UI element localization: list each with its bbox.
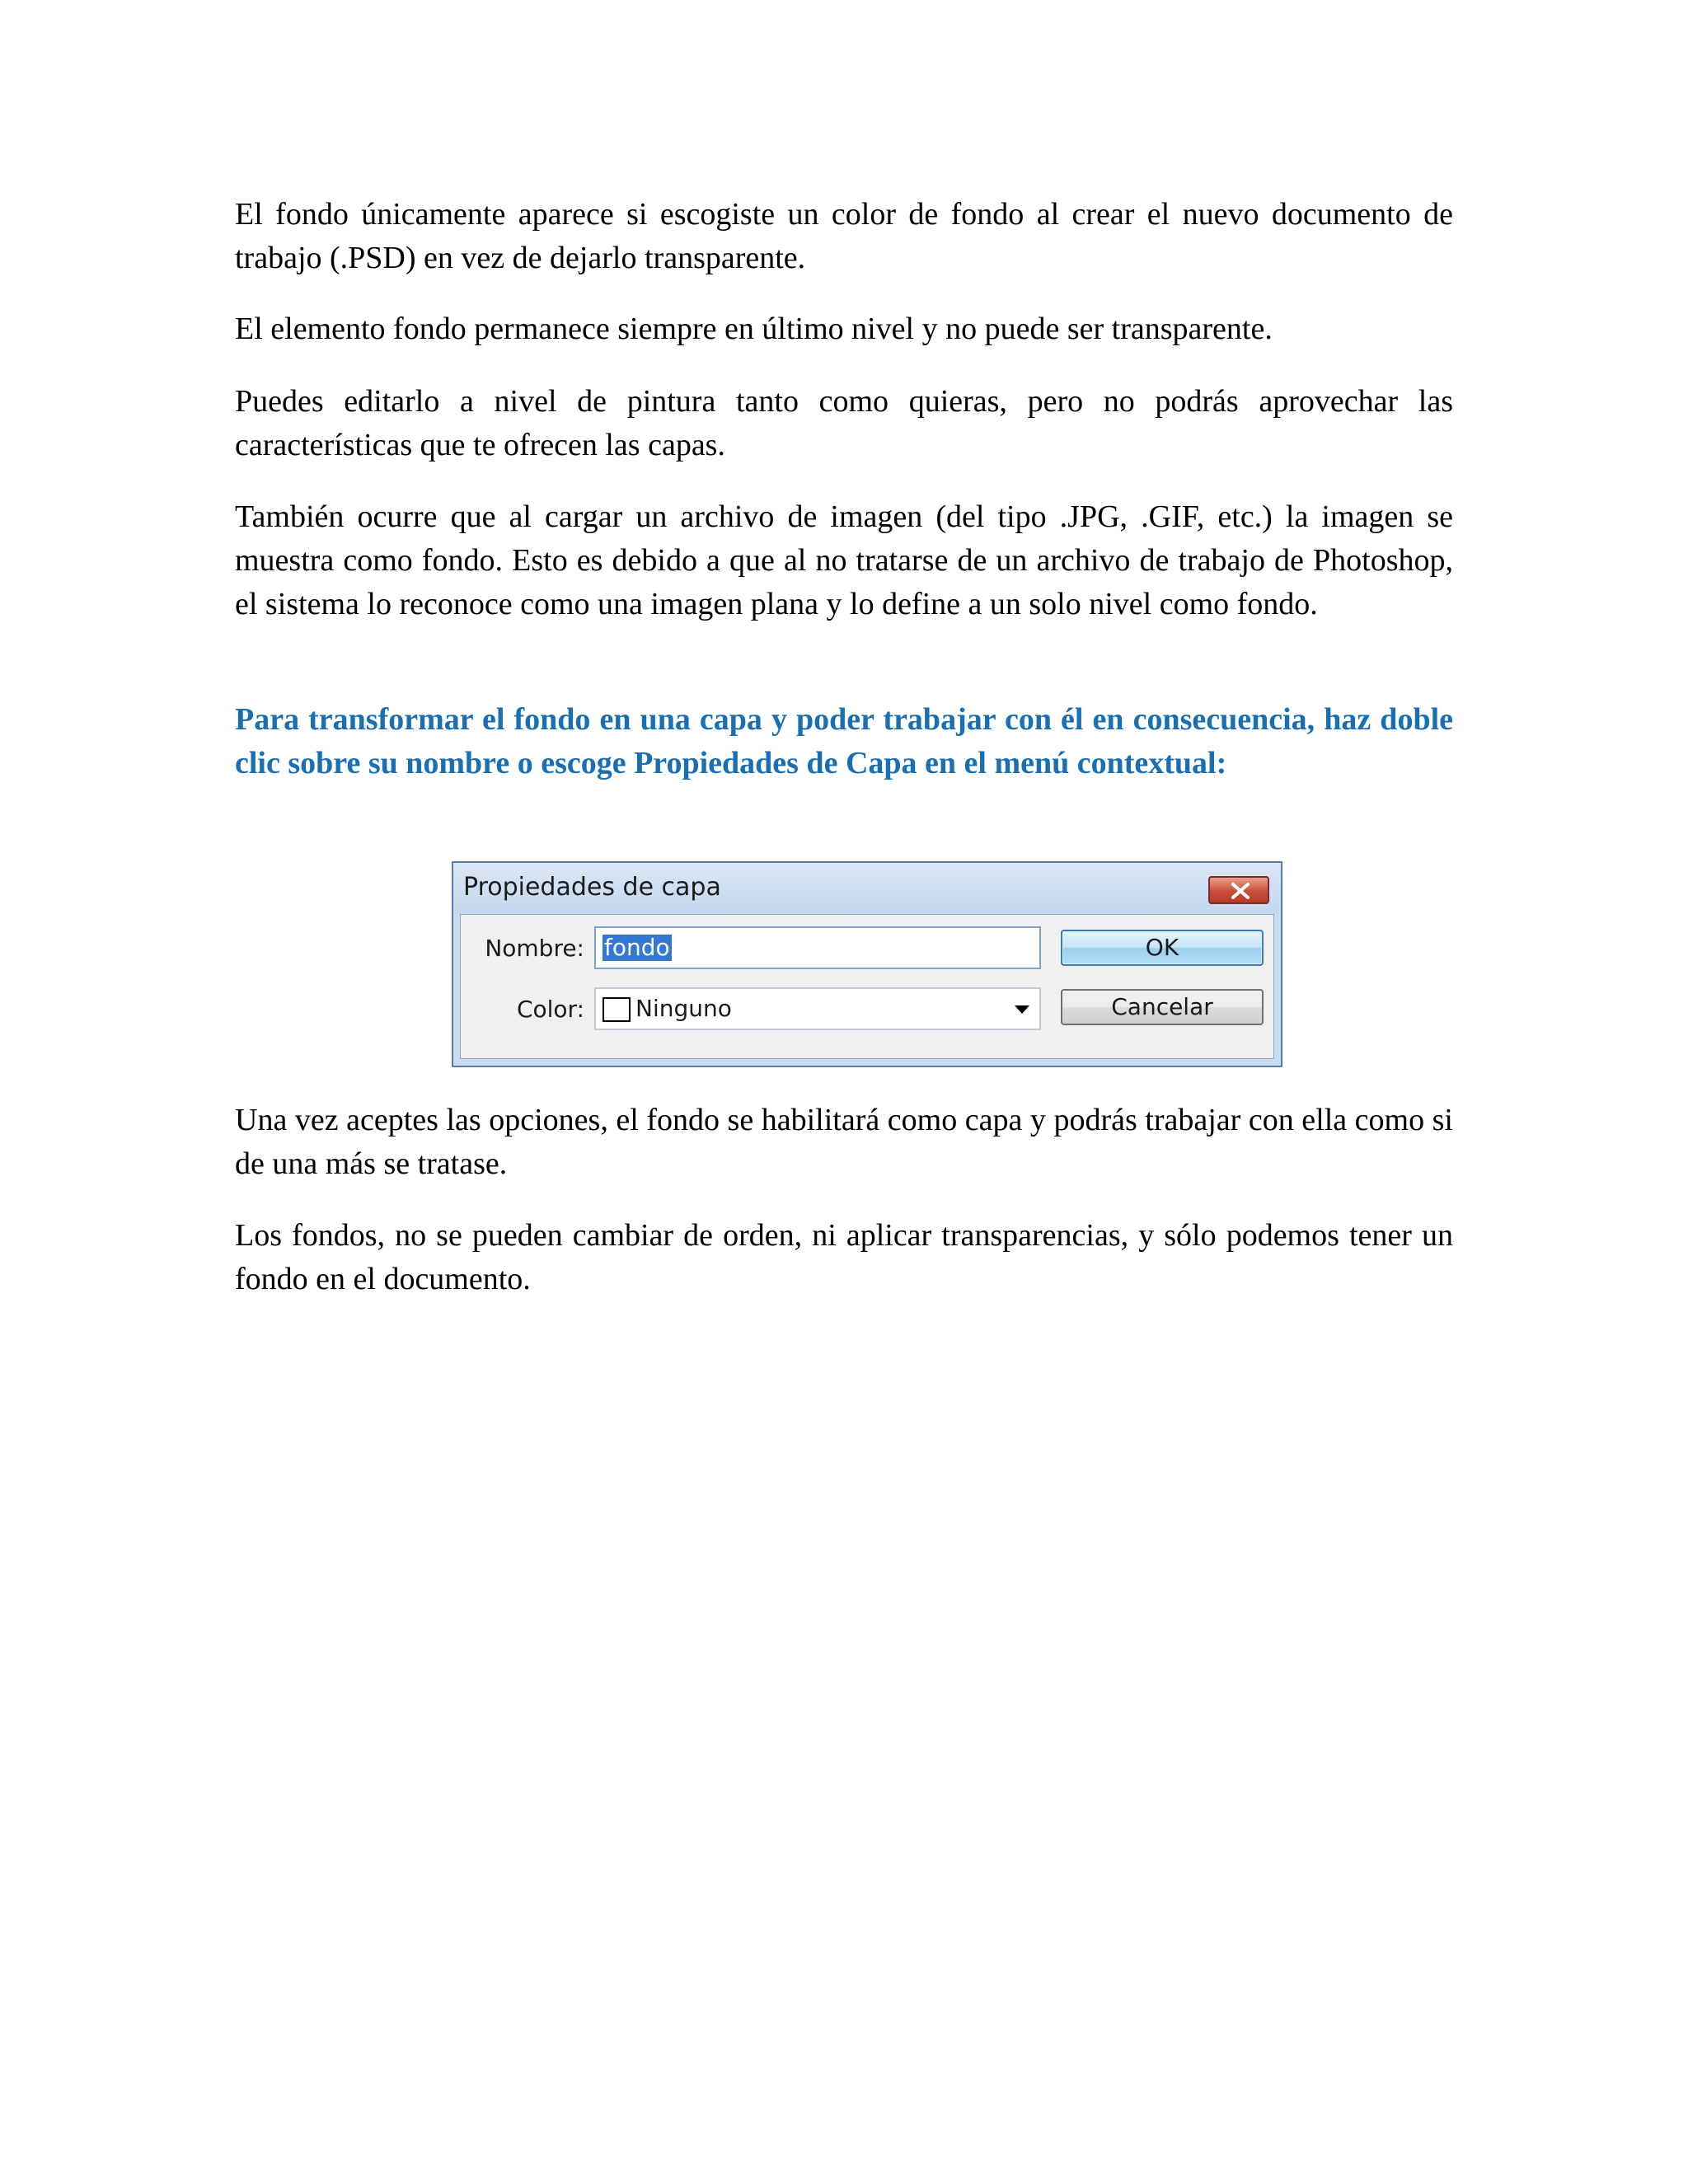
color-select-value: Ninguno [635,995,732,1022]
paragraph-4: También ocurre que al cargar un archivo de imagen (del tipo .JPG, .GIF, etc.) la imagen se muestra como fondo. Esto es debido a que al no tratarse de un archivo de trabajo de Photoshop, el sistema lo reconoce como una imagen plana y lo define a un solo nivel como fondo. [235,499,1453,621]
cancel-button[interactable]: Cancelar [1061,989,1264,1025]
paragraph-2: El elemento fondo permanece siempre en último nivel y no puede ser transparente. [235,312,1273,346]
dialog-title: Propiedades de capa [463,873,721,902]
paragraph-6: Una vez aceptes las opciones, el fondo se habilitará como capa y podrás trabajar con ella como si de una más se tratase. [235,1103,1453,1181]
color-swatch [603,997,631,1022]
name-input[interactable] [594,926,1041,969]
dialog-body [460,914,1274,1059]
highlighted-instruction: Para transformar el fondo en una capa y poder trabajar con él en consecuencia, haz doble clic sobre su nombre o escoge Propiedades de Capa en el menú contextual: [235,702,1453,780]
color-select[interactable] [594,987,1041,1030]
layer-properties-dialog [452,861,1282,1067]
ok-button[interactable]: OK [1061,930,1264,966]
chevron-down-icon[interactable] [1015,1005,1029,1014]
close-button[interactable] [1208,876,1269,904]
name-label: Nombre: [485,935,584,962]
paragraph-3: Puedes editarlo a nivel de pintura tanto como quieras, pero no podrás aprovechar las características que te ofrecen las capas. [235,384,1453,462]
paragraph-7: Los fondos, no se pueden cambiar de orden, ni aplicar transparencias, y sólo podemos tener un fondo en el documento. [235,1218,1453,1296]
name-input-value: fondo [604,934,670,961]
close-x-icon [1230,882,1251,900]
dialog-titlebar [453,863,1281,914]
paragraph-1: El fondo únicamente aparece si escogiste un color de fondo al crear el nuevo documento de trabajo (.PSD) en vez de dejarlo transparente. [235,197,1453,275]
color-label: Color: [516,996,584,1023]
